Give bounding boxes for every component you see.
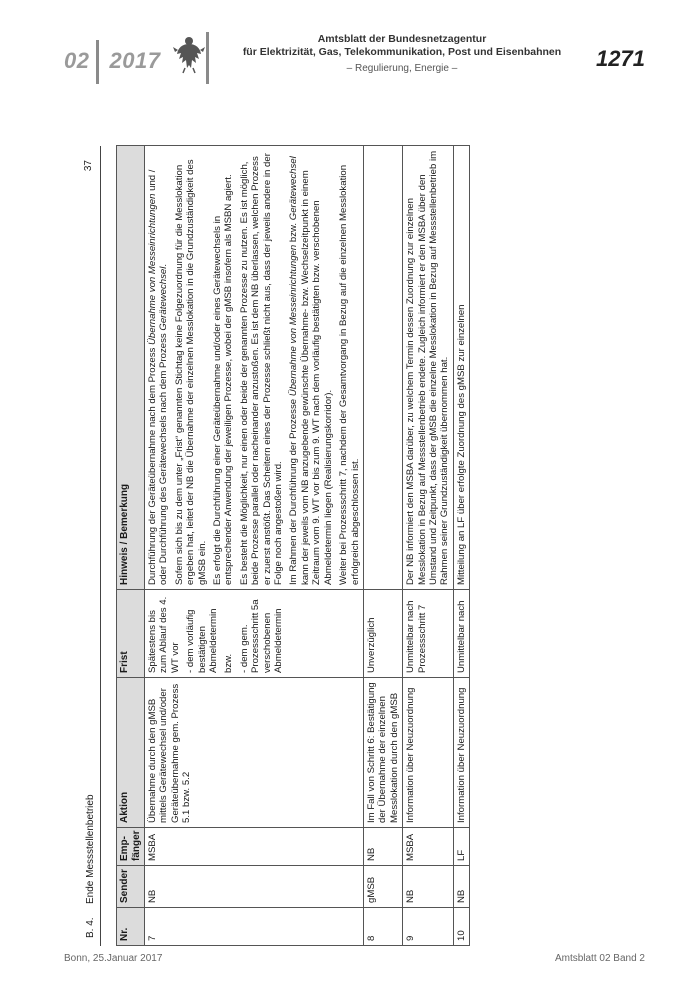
frist-text: Spätestens bis zum Ablauf des 4. WT vor [147,596,181,673]
section-heading [85,794,96,938]
header-empfaenger: Emp-fänger [117,828,145,866]
cell-sender: NB [453,866,469,908]
cell-hinweis: Mitteilung an LF über erfolgte Zuordnung des gMSB zur einzelnen [453,146,469,590]
cell-nr: 7 [145,908,364,946]
cell-sender: NB [403,866,454,908]
publication-title-line-2: für Elektrizität, Gas, Telekommunikation, Post und Eisenbahnen [242,46,562,58]
process-name: Übernahme von Messeinrichtungen [147,193,158,346]
process-name: Übernahme von Messeinrichtungen [288,244,300,397]
frist-text: - dem gem. Prozessschritt 5a verschobenen Abmeldetermin [238,599,285,673]
process-table [116,145,470,946]
table-row [403,146,454,946]
hinweis-paragraph: Weiter bei Prozessschritt 7, nachdem der Gesamtvorgang in Bezug auf die einzelnen Messlokation erfolgreich abgeschlossen ist. [338,164,361,585]
section-number: B. 4. [85,917,96,938]
federal-eagle-icon [172,34,206,74]
cell-empfaenger: NB [363,828,402,866]
publication-subtitle: – Regulierung, Energie – [346,63,458,74]
cell-hinweis [145,146,364,590]
cell-hinweis [363,146,402,590]
hinweis-paragraph [147,150,170,585]
process-name: Gerätewechsel [288,156,300,221]
cell-empfaenger: LF [453,828,469,866]
section-title: Ende Messstellenbetrieb [85,794,96,904]
cell-frist [145,590,364,678]
issue-divider [96,40,99,84]
footer-issue: Amtsblatt 02 Band 2 [554,953,645,964]
hinweis-paragraph: Sofern sich bis zu dem unter „Frist“ genannten Stichtag keine Folgezuordnung für die Messlokation ergeben hat, leitet der NB die Übernahme der einzelnen Messlokation in die Grundzuständigkeit des gMSB ein. [173,159,208,585]
frist-text: - dem vorläufig bestätigten Abmeldetermin [185,608,220,673]
hinweis-paragraph: Es erfolgt die Durchführung einer Geräteübernahme und/oder eines Gerätewechsels in entsprechender Anwendung der jeweiligen Prozesse, wobei der gMSB insofern als MSBN agiert. [212,174,235,585]
page-number: 1271 [596,46,645,71]
rotated-content [85,146,590,946]
issue-number [64,48,160,74]
cell-sender: NB [145,866,364,908]
table-page-number: 37 [83,160,94,172]
process-name: Gerätewechsel [158,266,170,331]
cell-aktion: Im Fall von Schritt 6: Bestätigung der Übernahme der einzelnen Messlokation durch den gMSB [363,678,402,828]
text-run: bzw. [288,220,300,245]
cell-frist: Unverzüglich [363,590,402,678]
frist-text: bzw. [223,653,235,673]
header-aktion: Aktion [117,678,145,828]
cell-sender: gMSB [363,866,402,908]
publication-title-line-1: Amtsblatt der Bundesnetzagentur [317,33,487,45]
cell-frist: Unmittelbar nach Prozessschritt 7 [403,590,454,678]
footer-date: Bonn, 25.Januar 2017 [64,953,163,964]
section-rule [100,146,101,946]
text-run: Durchführung der Geräteübernahme nach dem Prozess [147,345,158,585]
header-sender: Sender [117,866,145,908]
cell-frist: Unmittelbar nach [453,590,469,678]
publication-title [232,33,572,59]
header-hinweis: Hinweis / Bemerkung [117,146,145,590]
cell-aktion: Information über Neuzuordnung [403,678,454,828]
hinweis-paragraph: Es besteht die Möglichkeit, nur einen oder beide der genannten Prozesse zu nutzen. Es ist möglich, beide Prozesse parallel oder nacheinander anzustoßen. Es ist dem NB überlassen, welchen Prozess er zuerst anstößt. Das Scheitern eines der Prozesse schließt nicht aus, dass der jeweils andere in der Folge noch angestoßen wird. [238,153,285,585]
header-divider [206,32,209,84]
cell-nr: 9 [403,908,454,946]
cell-empfaenger: MSBA [145,828,364,866]
text-run: . [158,263,170,267]
table-row [363,146,402,946]
text-run: und / oder Durchführung des Gerätewechsels nach dem Prozess [147,169,170,585]
header-frist: Frist [117,590,145,678]
cell-aktion: Information über Neuzuordnung [453,678,469,828]
cell-hinweis: Der NB informiert den MSBA darüber, zu welchem Termin dessen Zuordnung zur einzelnen Messlokation in Bezug auf Messstellenbetrieb endete. Zugleich informiert er den MSBA über den Umstand und Zeitpunkt, dass der gMSB die einzelne Messlokation in Bezug auf Messstellenbetrieb im Rahmen seiner Grundzuständigkeit übernommen hat. [403,146,454,590]
text-run: kann der jeweils vom NB anzugebende gewünschte Übernahme- bzw. Wechselzeitpunkt in einem Zeitraum vom 9. WT vor bis zum 9. WT nach dem vorläufig bestätigten bzw. verschobenen Abmeldetermin liegen (Realisierungskorridor). [299,170,334,585]
cell-empfaenger: MSBA [403,828,454,866]
text-run: Im Rahmen der Durchführung der Prozesse [288,396,300,585]
table-header-row [117,146,145,946]
issue-label: 02 [64,48,90,73]
table-row [453,146,469,946]
cell-aktion: Übernahme durch den gMSB mittels Gerätewechsel und/oder Geräteübernahme gem. Prozess 5.1 bzw. 5.2 [145,678,364,828]
issue-year: 2017 [109,48,161,73]
cell-nr: 8 [363,908,402,946]
table-row [145,146,364,946]
header-nr: Nr. [117,908,145,946]
hinweis-paragraph [288,150,334,585]
cell-nr: 10 [453,908,469,946]
